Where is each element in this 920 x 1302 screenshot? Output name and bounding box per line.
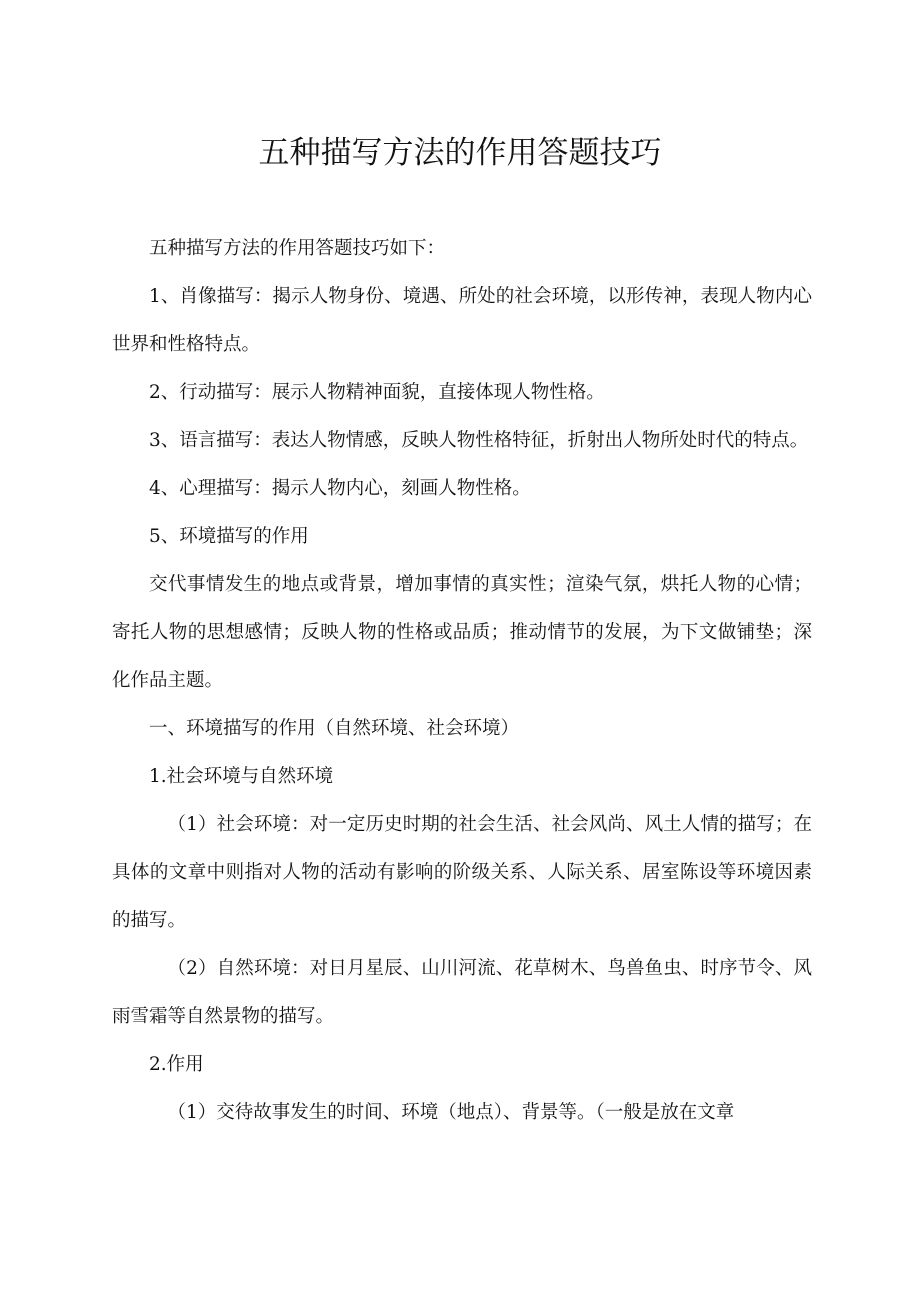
- paragraph-function-1: （1）交待故事发生的时间、环境（地点）、背景等。（一般是放在文章: [167, 1102, 735, 1123]
- paragraph-social-environment: （1）社会环境：对一定历史时期的社会生活、社会风尚、风土人情的描写；在具体的文章中则指对人物的活动有影响的阶级关系、人际关系、居室陈设等环境因素的描写。: [112, 814, 812, 931]
- subheading-social-natural: 1.社会环境与自然环境: [149, 766, 334, 787]
- paragraph-portrait: 1、肖像描写：揭示人物身份、境遇、所处的社会环境，以形传神，表现人物内心世界和性格特点。: [112, 286, 812, 355]
- paragraph-environment-effect: 交代事情发生的地点或背景，增加事情的真实性；渲染气氛，烘托人物的心情；寄托人物的思想感情；反映人物的性格或品质；推动情节的发展，为下文做铺垫；深化作品主题。: [112, 574, 812, 691]
- paragraph-psychology: 4、心理描写：揭示人物内心，刻画人物性格。: [149, 478, 531, 499]
- paragraph-intro: 五种描写方法的作用答题技巧如下：: [149, 238, 446, 259]
- document-title: 五种描写方法的作用答题技巧: [258, 135, 662, 171]
- paragraph-environment-heading: 5、环境描写的作用: [149, 526, 309, 547]
- paragraph-language: 3、语言描写：表达人物情感，反映人物性格特征，折射出人物所处时代的特点。: [149, 430, 809, 451]
- paragraph-action: 2、行动描写：展示人物精神面貌，直接体现人物性格。: [149, 382, 605, 403]
- subheading-function: 2.作用: [149, 1054, 204, 1075]
- paragraph-natural-environment: （2）自然环境：对日月星辰、山川河流、花草树木、鸟兽鱼虫、时序节令、风雨雪霜等自然景物的描写。: [112, 958, 812, 1027]
- document-body: [112, 225, 812, 1137]
- section-heading-environment: 一、环境描写的作用（自然环境、社会环境）: [149, 718, 520, 739]
